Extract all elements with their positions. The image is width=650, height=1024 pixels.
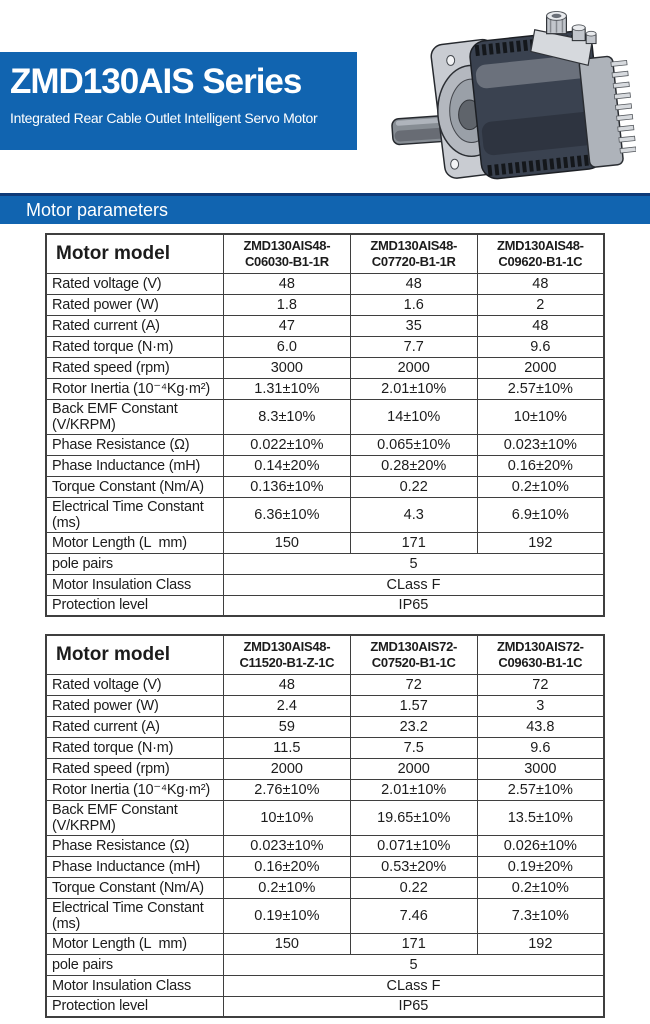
param-value: 48 bbox=[477, 273, 604, 294]
param-label: Rated power (W) bbox=[46, 695, 223, 716]
param-value: 2.01±10% bbox=[350, 779, 477, 800]
param-value: 7.46 bbox=[350, 898, 477, 933]
param-value: 72 bbox=[350, 674, 477, 695]
param-value: 11.5 bbox=[223, 737, 350, 758]
param-value: 0.065±10% bbox=[350, 434, 477, 455]
param-value: 1.6 bbox=[350, 294, 477, 315]
param-value: 5 bbox=[223, 553, 604, 574]
motor-model-header: Motor model bbox=[46, 234, 223, 273]
param-value: 6.36±10% bbox=[223, 497, 350, 532]
model-name-line: C06030-B1-1R bbox=[244, 253, 329, 269]
model-name-line: ZMD130AIS72- bbox=[496, 639, 584, 655]
param-value: 19.65±10% bbox=[350, 800, 477, 835]
param-value: 0.2±10% bbox=[477, 476, 604, 497]
param-value: 192 bbox=[477, 933, 604, 954]
param-value: 3000 bbox=[477, 758, 604, 779]
spec-table-1 bbox=[45, 233, 605, 617]
model-name-line: ZMD130AIS72- bbox=[370, 639, 458, 655]
param-label: Rotor Inertia (10⁻⁴Kg·m²) bbox=[46, 779, 223, 800]
spec-row bbox=[46, 695, 604, 716]
servo-motor-render-icon bbox=[388, 6, 636, 184]
param-value: 0.071±10% bbox=[350, 835, 477, 856]
param-value: 2000 bbox=[350, 758, 477, 779]
param-value: 1.8 bbox=[223, 294, 350, 315]
title-banner bbox=[0, 52, 357, 150]
spec-row bbox=[46, 996, 604, 1017]
param-value: 0.023±10% bbox=[223, 835, 350, 856]
spec-row bbox=[46, 716, 604, 737]
param-value: 0.53±20% bbox=[350, 856, 477, 877]
spec-row bbox=[46, 954, 604, 975]
spec-row bbox=[46, 898, 604, 933]
param-value: 0.16±20% bbox=[477, 455, 604, 476]
param-label: Torque Constant (Nm/A) bbox=[46, 476, 223, 497]
param-label: Rated power (W) bbox=[46, 294, 223, 315]
spec-row bbox=[46, 574, 604, 595]
model-column-header bbox=[477, 635, 604, 674]
param-value: 2.57±10% bbox=[477, 378, 604, 399]
param-value: 0.023±10% bbox=[477, 434, 604, 455]
param-value: 10±10% bbox=[223, 800, 350, 835]
spec-row bbox=[46, 378, 604, 399]
series-title: ZMD130AIS Series bbox=[10, 62, 302, 101]
spec-row bbox=[46, 476, 604, 497]
param-value: 13.5±10% bbox=[477, 800, 604, 835]
param-label: Phase Inductance (mH) bbox=[46, 455, 223, 476]
param-label: pole pairs bbox=[46, 553, 223, 574]
param-value: 9.6 bbox=[477, 737, 604, 758]
param-label: Protection level bbox=[46, 595, 223, 616]
series-subtitle: Integrated Rear Cable Outlet Intelligent Servo Motor bbox=[10, 109, 318, 126]
param-value: 150 bbox=[223, 933, 350, 954]
motor-product-image bbox=[388, 6, 636, 184]
param-value: 72 bbox=[477, 674, 604, 695]
param-value: 6.0 bbox=[223, 336, 350, 357]
spec-row bbox=[46, 399, 604, 434]
param-value: 14±10% bbox=[350, 399, 477, 434]
param-value: 150 bbox=[223, 532, 350, 553]
spec-row bbox=[46, 273, 604, 294]
param-label: Electrical Time Constant (ms) bbox=[46, 497, 223, 532]
param-value: 48 bbox=[477, 315, 604, 336]
model-column-header bbox=[350, 234, 477, 273]
param-value: 0.19±10% bbox=[223, 898, 350, 933]
param-label: Back EMF Constant (V/KRPM) bbox=[46, 399, 223, 434]
model-name-line: ZMD130AIS48- bbox=[496, 238, 584, 254]
param-value: 1.57 bbox=[350, 695, 477, 716]
param-label: Rated speed (rpm) bbox=[46, 357, 223, 378]
param-value: 48 bbox=[223, 674, 350, 695]
param-label: Rated current (A) bbox=[46, 315, 223, 336]
param-value: 171 bbox=[350, 532, 477, 553]
param-value: IP65 bbox=[223, 996, 604, 1017]
param-value: 0.2±10% bbox=[477, 877, 604, 898]
param-label: Motor Insulation Class bbox=[46, 574, 223, 595]
param-value: 5 bbox=[223, 954, 604, 975]
spec-row bbox=[46, 933, 604, 954]
param-value: 8.3±10% bbox=[223, 399, 350, 434]
param-label: Rated voltage (V) bbox=[46, 674, 223, 695]
spec-tables-area bbox=[45, 233, 605, 1018]
param-value: 0.026±10% bbox=[477, 835, 604, 856]
param-label: Back EMF Constant (V/KRPM) bbox=[46, 800, 223, 835]
param-value: 7.5 bbox=[350, 737, 477, 758]
param-label: Phase Inductance (mH) bbox=[46, 856, 223, 877]
spec-row bbox=[46, 800, 604, 835]
param-value: 48 bbox=[350, 273, 477, 294]
param-value: 23.2 bbox=[350, 716, 477, 737]
model-column-header bbox=[223, 635, 350, 674]
param-label: Motor Length (L mm) bbox=[46, 933, 223, 954]
param-label: Protection level bbox=[46, 996, 223, 1017]
param-value: 0.28±20% bbox=[350, 455, 477, 476]
spec-row bbox=[46, 674, 604, 695]
model-column-header bbox=[477, 234, 604, 273]
spec-row bbox=[46, 336, 604, 357]
spec-row bbox=[46, 532, 604, 553]
param-value: 2000 bbox=[223, 758, 350, 779]
param-value: 0.22 bbox=[350, 877, 477, 898]
spec-row bbox=[46, 758, 604, 779]
param-label: Electrical Time Constant (ms) bbox=[46, 898, 223, 933]
param-value: 6.9±10% bbox=[477, 497, 604, 532]
model-name-line: ZMD130AIS48- bbox=[243, 639, 331, 655]
param-value: 7.7 bbox=[350, 336, 477, 357]
param-value: 2.4 bbox=[223, 695, 350, 716]
spec-row bbox=[46, 779, 604, 800]
param-value: 47 bbox=[223, 315, 350, 336]
param-value: 1.31±10% bbox=[223, 378, 350, 399]
param-label: Rated torque (N·m) bbox=[46, 737, 223, 758]
param-value: 0.16±20% bbox=[223, 856, 350, 877]
model-name-line: C11520-B1-Z-1C bbox=[239, 654, 335, 670]
param-value: 2.01±10% bbox=[350, 378, 477, 399]
param-value: 0.022±10% bbox=[223, 434, 350, 455]
param-value: 2.76±10% bbox=[223, 779, 350, 800]
param-value: 7.3±10% bbox=[477, 898, 604, 933]
param-label: pole pairs bbox=[46, 954, 223, 975]
table-header-row bbox=[46, 635, 604, 674]
model-name-line: ZMD130AIS48- bbox=[243, 238, 331, 254]
spec-row bbox=[46, 856, 604, 877]
spec-row bbox=[46, 877, 604, 898]
spec-row bbox=[46, 294, 604, 315]
param-label: Motor Insulation Class bbox=[46, 975, 223, 996]
model-name-line: C07520-B1-1C bbox=[371, 654, 456, 670]
model-column-header bbox=[223, 234, 350, 273]
param-value: 192 bbox=[477, 532, 604, 553]
param-value: 0.2±10% bbox=[223, 877, 350, 898]
param-value: 3000 bbox=[223, 357, 350, 378]
param-value: CLass F bbox=[223, 975, 604, 996]
param-value: 2000 bbox=[477, 357, 604, 378]
model-name-line: ZMD130AIS48- bbox=[370, 238, 458, 254]
spec-row bbox=[46, 497, 604, 532]
model-name-line: C07720-B1-1R bbox=[371, 253, 456, 269]
section-title: Motor parameters bbox=[26, 199, 169, 220]
param-label: Rated voltage (V) bbox=[46, 273, 223, 294]
param-label: Phase Resistance (Ω) bbox=[46, 835, 223, 856]
model-name-line: C09630-B1-1C bbox=[498, 654, 583, 670]
param-value: 2000 bbox=[350, 357, 477, 378]
spec-table-2 bbox=[45, 634, 605, 1018]
param-value: 0.136±10% bbox=[223, 476, 350, 497]
param-value: 3 bbox=[477, 695, 604, 716]
param-value: 9.6 bbox=[477, 336, 604, 357]
param-value: CLass F bbox=[223, 574, 604, 595]
motor-model-header: Motor model bbox=[46, 635, 223, 674]
spec-row bbox=[46, 357, 604, 378]
param-label: Phase Resistance (Ω) bbox=[46, 434, 223, 455]
spec-row bbox=[46, 455, 604, 476]
param-value: 10±10% bbox=[477, 399, 604, 434]
param-label: Torque Constant (Nm/A) bbox=[46, 877, 223, 898]
spec-row bbox=[46, 737, 604, 758]
param-value: 171 bbox=[350, 933, 477, 954]
param-value: 43.8 bbox=[477, 716, 604, 737]
section-header-motor-parameters bbox=[0, 193, 650, 224]
param-value: 4.3 bbox=[350, 497, 477, 532]
param-value: 59 bbox=[223, 716, 350, 737]
table-header-row bbox=[46, 234, 604, 273]
param-value: 0.19±20% bbox=[477, 856, 604, 877]
spec-row bbox=[46, 434, 604, 455]
spec-row bbox=[46, 315, 604, 336]
page-header bbox=[0, 0, 650, 193]
model-name-line: C09620-B1-1C bbox=[498, 253, 583, 269]
param-label: Rotor Inertia (10⁻⁴Kg·m²) bbox=[46, 378, 223, 399]
param-value: 2.57±10% bbox=[477, 779, 604, 800]
model-column-header bbox=[350, 635, 477, 674]
param-value: 48 bbox=[223, 273, 350, 294]
param-value: 0.14±20% bbox=[223, 455, 350, 476]
spec-row bbox=[46, 835, 604, 856]
param-label: Rated torque (N·m) bbox=[46, 336, 223, 357]
param-value: 35 bbox=[350, 315, 477, 336]
spec-row bbox=[46, 595, 604, 616]
param-value: 2 bbox=[477, 294, 604, 315]
spec-row bbox=[46, 553, 604, 574]
param-label: Rated speed (rpm) bbox=[46, 758, 223, 779]
param-value: 0.22 bbox=[350, 476, 477, 497]
param-label: Motor Length (L mm) bbox=[46, 532, 223, 553]
param-value: IP65 bbox=[223, 595, 604, 616]
spec-row bbox=[46, 975, 604, 996]
param-label: Rated current (A) bbox=[46, 716, 223, 737]
